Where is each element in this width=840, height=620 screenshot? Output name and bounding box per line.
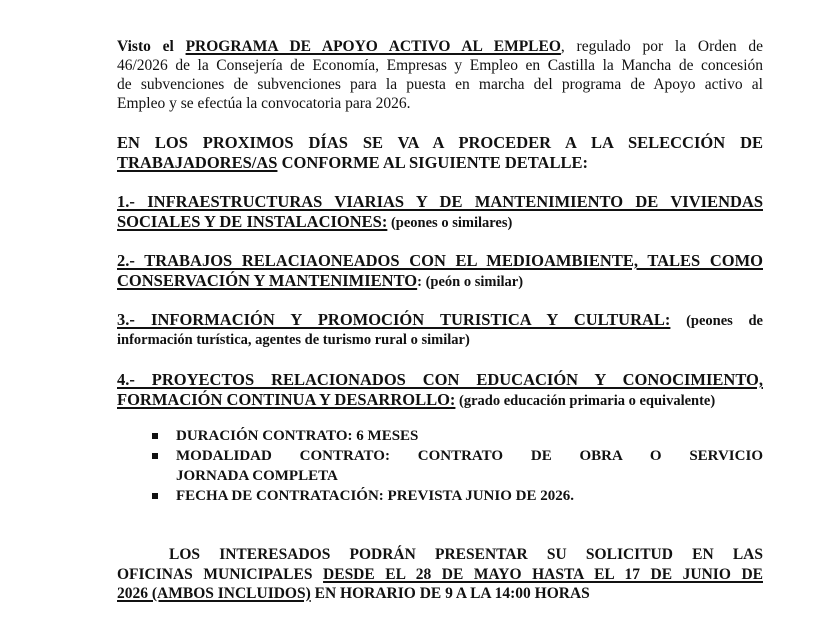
item-3-line-1: [117, 310, 763, 331]
intro-line-1: [117, 37, 763, 56]
list-item: [117, 310, 763, 350]
list-item: [117, 192, 763, 233]
program-name: PROGRAMA DE APOYO ACTIVO AL EMPLEO: [185, 38, 561, 55]
square-bullet-icon: [152, 433, 158, 439]
closing-dates: DESDE EL 28 DE MAYO HASTA EL 17 DE JUNIO DE: [323, 565, 763, 583]
trabajadores-label: TRABAJADORES/AS: [117, 153, 278, 172]
closing-included: 2026 (AMBOS INCLUIDOS): [117, 585, 311, 602]
closing-line-3: [117, 584, 763, 604]
item-4-detail: (grado educación primaria o equivalente): [455, 393, 716, 409]
item-3-detail-start: (peones de: [670, 313, 763, 329]
square-bullet-icon: [152, 493, 158, 499]
item-3-line-2: información turística, agentes de turismo rural o similar): [117, 332, 470, 348]
visto-label: Visto el: [117, 38, 174, 55]
intro-line-1-rest: , regulado por la Orden de: [560, 38, 763, 55]
intro-line-4: Empleo y se efectúa la convocatoria para 2026.: [117, 95, 411, 112]
closing-paragraph: [117, 545, 763, 604]
heading-line-2-rest: CONFORME AL SIGUIENTE DETALLE:: [277, 153, 588, 172]
bullet-modalidad-text: MODALIDAD CONTRATO: CONTRATO DE OBRA O SERVICIO: [176, 448, 763, 464]
item-2-line-2: [117, 271, 763, 292]
contract-details-list: [152, 426, 763, 506]
item-1-detail: (peones o similares): [387, 215, 513, 231]
bullet-modalidad-text-2: JORNADA COMPLETA: [176, 468, 338, 484]
closing-line-2-a: OFICINAS MUNICIPALES: [117, 565, 324, 583]
item-2-detail: : (peón o similar): [417, 274, 524, 290]
item-4-line-2: [117, 390, 763, 411]
bullet-fecha-text: FECHA DE CONTRATACIÓN: PREVISTA JUNIO DE 2026.: [176, 488, 574, 504]
item-3-title: 3.- INFORMACIÓN Y PROMOCIÓN TURISTICA Y CULTURAL:: [117, 310, 671, 329]
intro-line-2: 46/2026 de la Consejería de Economía, Empresas y Empleo en Castilla la Mancha de concesión: [117, 57, 763, 74]
bullet-modalidad: [152, 446, 763, 486]
item-4-line-1: 4.- PROYECTOS RELACIONADOS CON EDUCACIÓN Y CONOCIMIENTO,: [117, 370, 763, 389]
closing-line-1: LOS INTERESADOS PODRÁN PRESENTAR SU SOLICITUD EN LAS: [169, 546, 763, 563]
item-1-line-2: [117, 212, 763, 233]
heading-line-1: EN LOS PROXIMOS DÍAS SE VA A PROCEDER A LA SELECCIÓN DE: [117, 133, 763, 152]
intro-paragraph: [117, 37, 763, 113]
item-4-title-cont: FORMACIÓN CONTINUA Y DESARROLLO:: [117, 390, 456, 409]
closing-hours: EN HORARIO DE 9 A LA 14:00 HORAS: [310, 585, 590, 602]
bullet-duracion-text: DURACIÓN CONTRATO: 6 MESES: [176, 428, 419, 444]
bullet-duracion: [152, 426, 763, 446]
item-2-title-cont: CONSERVACIÓN Y MANTENIMIENTO: [117, 271, 418, 290]
closing-line-2: [117, 565, 763, 585]
heading-line-2: [117, 153, 763, 173]
list-item: [117, 251, 763, 292]
selection-heading: [117, 133, 763, 173]
intro-line-3: de subvenciones de subvenciones para la puesta en marcha del programa de Apoyo activo al: [117, 76, 763, 93]
item-1-line-1: 1.- INFRAESTRUCTURAS VIARIAS Y DE MANTENIMIENTO DE VIVIENDAS: [117, 192, 763, 211]
bullet-fecha: [152, 486, 763, 506]
list-item: [117, 370, 763, 411]
item-1-title-cont: SOCIALES Y DE INSTALACIONES:: [117, 212, 388, 231]
item-2-line-1: 2.- TRABAJOS RELACIAONEADOS CON EL MEDIOAMBIENTE, TALES COMO: [117, 251, 763, 270]
square-bullet-icon: [152, 453, 158, 459]
